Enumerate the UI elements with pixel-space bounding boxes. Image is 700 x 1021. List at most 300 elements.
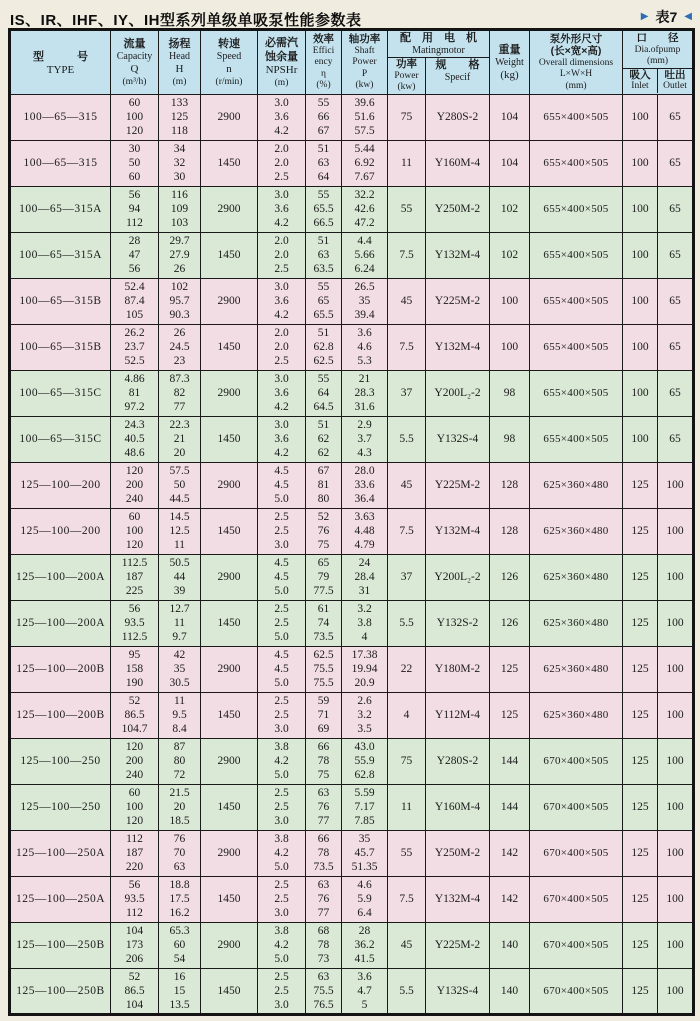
shaft-power-value: 4.48 [354,525,375,537]
npshr-value: 2.5 [274,525,289,537]
head-sym: H [175,62,184,75]
head-value: 24.5 [169,341,190,353]
weight-unit: (kg) [500,69,519,82]
col-header-motor-spec [426,58,489,84]
head-value: 60 [173,939,186,951]
left-triangle-icon: ◀ [684,11,692,22]
efficiency-value: 63 [317,879,330,891]
inlet-diameter-cell: 100 [623,232,658,278]
efficiency-value: 64 [317,171,330,183]
motor-power-zh: 功率 [396,58,417,70]
npshr-value: 5.0 [274,585,289,597]
head-value: 87 [173,741,186,753]
motor-power-cell: 7.5 [388,324,426,370]
head-value: 16 [173,970,186,983]
efficiency-cell [306,600,342,646]
motor-spec-cell: Y132M-4 [426,508,490,554]
capacity-cell [111,646,159,692]
head-cell [159,968,201,1014]
npshr-cell [258,738,306,784]
speed-unit: (r/min) [215,76,243,87]
shaft-power-cell [342,922,388,968]
capacity-cell [111,554,159,600]
dimensions-cell: 625×360×480 [530,508,623,554]
npshr-value: 2.0 [274,235,289,247]
weight-cell: 140 [490,968,530,1014]
shaft-power-cell [342,968,388,1014]
efficiency-value: 76 [317,525,330,537]
head-value: 32 [173,157,186,169]
npshr-value: 2.0 [274,327,289,339]
efficiency-value: 51 [317,235,330,247]
shaft-power-value: 47.2 [354,217,375,229]
shaft-power-value: 57.5 [354,125,375,137]
table-row [10,968,694,1014]
model-cell: 125—100—200B [10,646,111,692]
efficiency-value: 78 [317,755,330,767]
capacity-value: 173 [125,939,144,951]
speed-cell: 2900 [201,370,258,416]
npshr-unit: (m) [274,77,289,88]
speed-cell: 1450 [201,508,258,554]
capacity-value: 30 [128,143,141,155]
efficiency-cell [306,968,342,1014]
speed-cell: 1450 [201,232,258,278]
head-value: 17.5 [169,893,190,905]
efficiency-cell [306,324,342,370]
head-value: 44.5 [169,493,190,505]
capacity-value: 60 [128,787,141,799]
head-value: 50.5 [169,557,190,569]
head-value: 103 [170,217,189,229]
inlet-diameter-cell: 125 [623,738,658,784]
head-value: 34 [173,143,186,155]
dia-zh: 口 径 [636,32,679,44]
shaft-power-value: 2.6 [357,695,372,707]
page-title: IS、IR、IHF、IY、IH型系列单级单吸泵性能参数表 [10,12,362,29]
capacity-cell [111,416,159,462]
speed-sym: n [226,62,232,75]
head-cell [159,508,201,554]
shaft-power-unit: (kw) [355,80,374,90]
head-value: 133 [170,97,189,109]
efficiency-cell [306,186,342,232]
capacity-value: 4.86 [124,373,145,385]
shaft-power-value: 36.2 [354,939,375,951]
npshr-cell [258,186,306,232]
col-header-dimensions [530,30,623,95]
npshr-value: 2.5 [274,970,289,983]
shaft-power-value: 6.92 [354,157,375,169]
dimensions-cell: 625×360×480 [530,462,623,508]
npshr-value: 2.5 [274,801,289,813]
npshr-value: 4.2 [274,125,289,137]
shaft-power-cell [342,94,388,140]
speed-cell: 2900 [201,646,258,692]
efficiency-value: 55 [317,373,330,385]
head-value: 109 [170,203,189,215]
table-row [10,876,694,922]
capacity-value: 40.5 [124,433,145,445]
head-value: 116 [171,189,188,201]
shaft-power-cell [342,876,388,922]
inlet-diameter-cell: 125 [623,462,658,508]
table-row [10,508,694,554]
motor-power-cell: 75 [388,94,426,140]
efficiency-value: 74 [317,617,330,629]
npshr-sym: NPSHr [265,63,298,76]
shaft-power-value: 4 [361,631,368,643]
efficiency-value: 62.5 [313,355,334,367]
capacity-value: 120 [125,741,144,753]
npshr-value: 2.0 [274,249,289,261]
shaft-power-value: 55.9 [354,755,375,767]
dimensions-cell: 655×400×505 [530,94,623,140]
npshr-value: 4.2 [274,217,289,229]
table-row [10,462,694,508]
shaft-power-sym: P [361,68,368,79]
weight-cell: 140 [490,922,530,968]
inlet-diameter-cell: 125 [623,830,658,876]
shaft-power-value: 24 [358,557,371,569]
npshr-value: 2.5 [274,171,289,183]
inlet-diameter-cell: 100 [623,186,658,232]
npshr-cell [258,692,306,738]
npshr-value: 3.0 [274,419,289,431]
head-value: 35 [173,663,186,675]
npshr-cell [258,922,306,968]
shaft-power-value: 6.4 [357,907,372,919]
capacity-value: 95 [128,649,141,661]
speed-cell: 1450 [201,784,258,830]
weight-cell: 125 [490,646,530,692]
capacity-cell [111,278,159,324]
table-row [10,416,694,462]
motor-spec-cell: Y200L₂-2 [426,554,490,600]
head-unit: (m) [172,76,187,87]
dimensions-cell: 670×400×505 [530,784,623,830]
shaft-power-en1: Shaft [354,45,375,56]
efficiency-cell [306,94,342,140]
head-value: 76 [173,833,186,845]
capacity-value: 187 [125,571,144,583]
head-value: 54 [173,953,186,965]
efficiency-value: 76 [317,801,330,813]
model-cell: 125—100—200B [10,692,111,738]
speed-cell: 1450 [201,600,258,646]
weight-cell: 128 [490,462,530,508]
dimensions-cell: 670×400×505 [530,922,623,968]
col-header-capacity [111,30,159,95]
head-en: Head [168,50,191,62]
capacity-value: 112 [126,833,143,845]
shaft-power-value: 43.0 [354,741,375,753]
motor-power-cell: 45 [388,278,426,324]
inlet-diameter-cell: 125 [623,508,658,554]
npshr-cell [258,324,306,370]
npshr-value: 4.2 [274,755,289,767]
efficiency-value: 80 [317,493,330,505]
capacity-value: 240 [125,769,144,781]
motor-power-cell: 45 [388,922,426,968]
motor-power-unit: (kw) [397,82,416,92]
efficiency-zh: 效率 [313,33,334,45]
capacity-value: 240 [125,493,144,505]
efficiency-value: 62.5 [313,649,334,661]
efficiency-value: 66 [317,833,330,845]
shaft-power-cell [342,370,388,416]
motor-spec-cell: Y225M-2 [426,922,490,968]
motor-spec-cell: Y250M-2 [426,186,490,232]
efficiency-value: 75 [317,769,330,781]
capacity-value: 104.7 [121,723,148,735]
shaft-power-cell [342,600,388,646]
capacity-value: 206 [125,953,144,965]
model-cell: 125—100—250 [10,738,111,784]
efficiency-cell [306,554,342,600]
speed-cell: 1450 [201,416,258,462]
motor-power-cell: 7.5 [388,232,426,278]
capacity-value: 56 [128,879,141,891]
weight-cell: 144 [490,738,530,784]
npshr-value: 3.8 [274,833,289,845]
capacity-cell [111,232,159,278]
shaft-power-value: 45.7 [354,847,375,859]
model-cell: 125—100—250B [10,968,111,1014]
head-value: 30.5 [169,677,190,689]
npshr-value: 2.5 [274,603,289,615]
shaft-power-value: 4.6 [357,341,372,353]
npshr-cell [258,278,306,324]
capacity-value: 158 [125,663,144,675]
weight-cell: 128 [490,508,530,554]
capacity-value: 26.2 [124,327,145,339]
dims-en: Overall dimensions [538,57,614,68]
npshr-value: 3.6 [274,295,289,307]
capacity-cell [111,370,159,416]
shaft-power-cell [342,140,388,186]
capacity-value: 104 [125,998,144,1011]
capacity-value: 93.5 [124,617,145,629]
dia-unit: (mm) [646,56,669,66]
efficiency-cell [306,416,342,462]
capacity-value: 60 [128,97,141,109]
capacity-value: 48.6 [124,447,145,459]
outlet-diameter-cell: 100 [658,784,694,830]
head-cell [159,830,201,876]
shaft-power-value: 31 [358,585,371,597]
dimensions-cell: 625×360×480 [530,600,623,646]
efficiency-value: 75.5 [313,663,334,675]
motor-spec-cell: Y250M-2 [426,830,490,876]
inlet-diameter-cell: 125 [623,646,658,692]
npshr-value: 2.5 [274,617,289,629]
head-value: 21 [173,433,186,445]
npshr-value: 5.0 [274,631,289,643]
capacity-cell [111,738,159,784]
shaft-power-value: 26.5 [354,281,375,293]
head-value: 11 [173,539,186,551]
model-cell: 100—65—315B [10,278,111,324]
head-value: 8.4 [172,723,187,735]
npshr-value: 4.2 [274,939,289,951]
capacity-value: 52 [128,970,141,983]
inlet-diameter-cell: 125 [623,554,658,600]
npshr-value: 3.0 [274,281,289,293]
shaft-power-value: 39.6 [354,97,375,109]
efficiency-en2: ency [314,57,333,67]
npshr-value: 3.0 [274,97,289,109]
shaft-power-value: 28.3 [354,387,375,399]
head-cell [159,94,201,140]
efficiency-value: 64.5 [313,401,334,413]
head-value: 50 [173,479,186,491]
capacity-unit: (m³/h) [122,76,147,87]
efficiency-value: 81 [317,479,330,491]
right-triangle-icon: ▶ [640,11,649,22]
head-cell [159,554,201,600]
inlet-diameter-cell: 100 [623,278,658,324]
shaft-power-value: 3.63 [354,511,375,523]
motor-power-cell: 37 [388,554,426,600]
efficiency-value: 62.8 [313,341,334,353]
npshr-value: 4.5 [274,465,289,477]
table-row [10,370,694,416]
capacity-value: 56 [128,603,141,615]
npshr-value: 3.8 [274,741,289,753]
capacity-value: 50 [128,157,141,169]
shaft-power-value: 41.5 [354,953,375,965]
table-row [10,830,694,876]
shaft-power-value: 4.3 [357,447,372,459]
shaft-power-value: 19.94 [351,663,378,675]
inlet-diameter-cell: 100 [623,140,658,186]
motor-power-cell: 11 [388,140,426,186]
col-header-type [10,30,111,95]
model-cell: 100—65—315B [10,324,111,370]
efficiency-value: 75 [317,539,330,551]
npshr-cell [258,830,306,876]
weight-cell: 144 [490,784,530,830]
shaft-power-value: 3.2 [357,603,372,615]
speed-cell: 2900 [201,830,258,876]
capacity-value: 56 [128,263,141,275]
npshr-cell [258,370,306,416]
table-row [10,784,694,830]
capacity-value: 190 [125,677,144,689]
inlet-diameter-cell: 100 [623,370,658,416]
shaft-power-cell [342,784,388,830]
efficiency-cell [306,738,342,784]
efficiency-value: 51 [317,327,330,339]
npshr-value: 2.5 [274,511,289,523]
outlet-diameter-cell: 100 [658,600,694,646]
npshr-cell [258,554,306,600]
head-value: 82 [173,387,186,399]
dimensions-cell: 655×400×505 [530,278,623,324]
npshr-value: 3.6 [274,387,289,399]
capacity-value: 93.5 [124,893,145,905]
outlet-diameter-cell: 65 [658,140,694,186]
capacity-value: 86.5 [124,984,145,997]
motor-power-cell: 45 [388,462,426,508]
head-value: 29.7 [169,235,190,247]
npshr-value: 5.0 [274,677,289,689]
dimensions-cell: 625×360×480 [530,554,623,600]
model-cell: 125—100—200 [10,462,111,508]
shaft-power-value: 2.9 [357,419,372,431]
head-cell [159,692,201,738]
capacity-value: 86.5 [124,709,145,721]
speed-cell: 1450 [201,968,258,1014]
dimensions-cell: 670×400×505 [530,876,623,922]
shaft-power-cell [342,232,388,278]
head-value: 22.3 [169,419,190,431]
head-value: 12.7 [169,603,190,615]
shaft-power-value: 35 [358,833,371,845]
capacity-cell [111,324,159,370]
efficiency-value: 76 [317,893,330,905]
dims-unit: (mm) [565,80,587,91]
table-row [10,554,694,600]
type-header-zh: 型 号 [33,50,88,63]
inlet-diameter-cell: 100 [623,324,658,370]
head-value: 90.3 [169,309,190,321]
capacity-value: 120 [125,125,144,137]
npshr-cell [258,646,306,692]
model-cell: 100—65—315 [10,140,111,186]
shaft-power-value: 5 [361,998,368,1011]
head-cell [159,876,201,922]
dimensions-cell: 670×400×505 [530,968,623,1014]
head-value: 14.5 [169,511,190,523]
capacity-value: 24.3 [124,419,145,431]
shaft-power-value: 5.44 [354,143,375,155]
efficiency-value: 77 [317,907,330,919]
inlet-diameter-cell: 100 [623,94,658,140]
head-value: 39 [173,585,186,597]
capacity-value: 100 [125,525,144,537]
speed-cell: 2900 [201,738,258,784]
head-value: 72 [173,769,186,781]
npshr-value: 4.5 [274,479,289,491]
npshr-cell [258,462,306,508]
dimensions-cell: 655×400×505 [530,324,623,370]
efficiency-value: 62 [317,433,330,445]
npshr-value: 4.5 [274,663,289,675]
motor-power-cell: 22 [388,646,426,692]
table-row [10,232,694,278]
capacity-cell [111,462,159,508]
npshr-value: 4.5 [274,649,289,661]
npshr-value: 3.0 [274,189,289,201]
head-value: 16.2 [169,907,190,919]
shaft-power-value: 7.17 [354,801,375,813]
capacity-cell [111,508,159,554]
table-row [10,324,694,370]
motor-spec-cell: Y132S-4 [426,416,490,462]
npshr-value: 3.0 [274,907,289,919]
inlet-zh: 吸入 [629,68,651,81]
weight-en: Weight [495,57,524,69]
dia-en: Dia.ofpump [634,44,681,55]
shaft-power-value: 51.6 [354,111,375,123]
head-cell [159,600,201,646]
efficiency-value: 65 [317,295,330,307]
capacity-value: 28 [128,235,141,247]
model-cell: 125—100—200A [10,554,111,600]
npshr-cell [258,508,306,554]
